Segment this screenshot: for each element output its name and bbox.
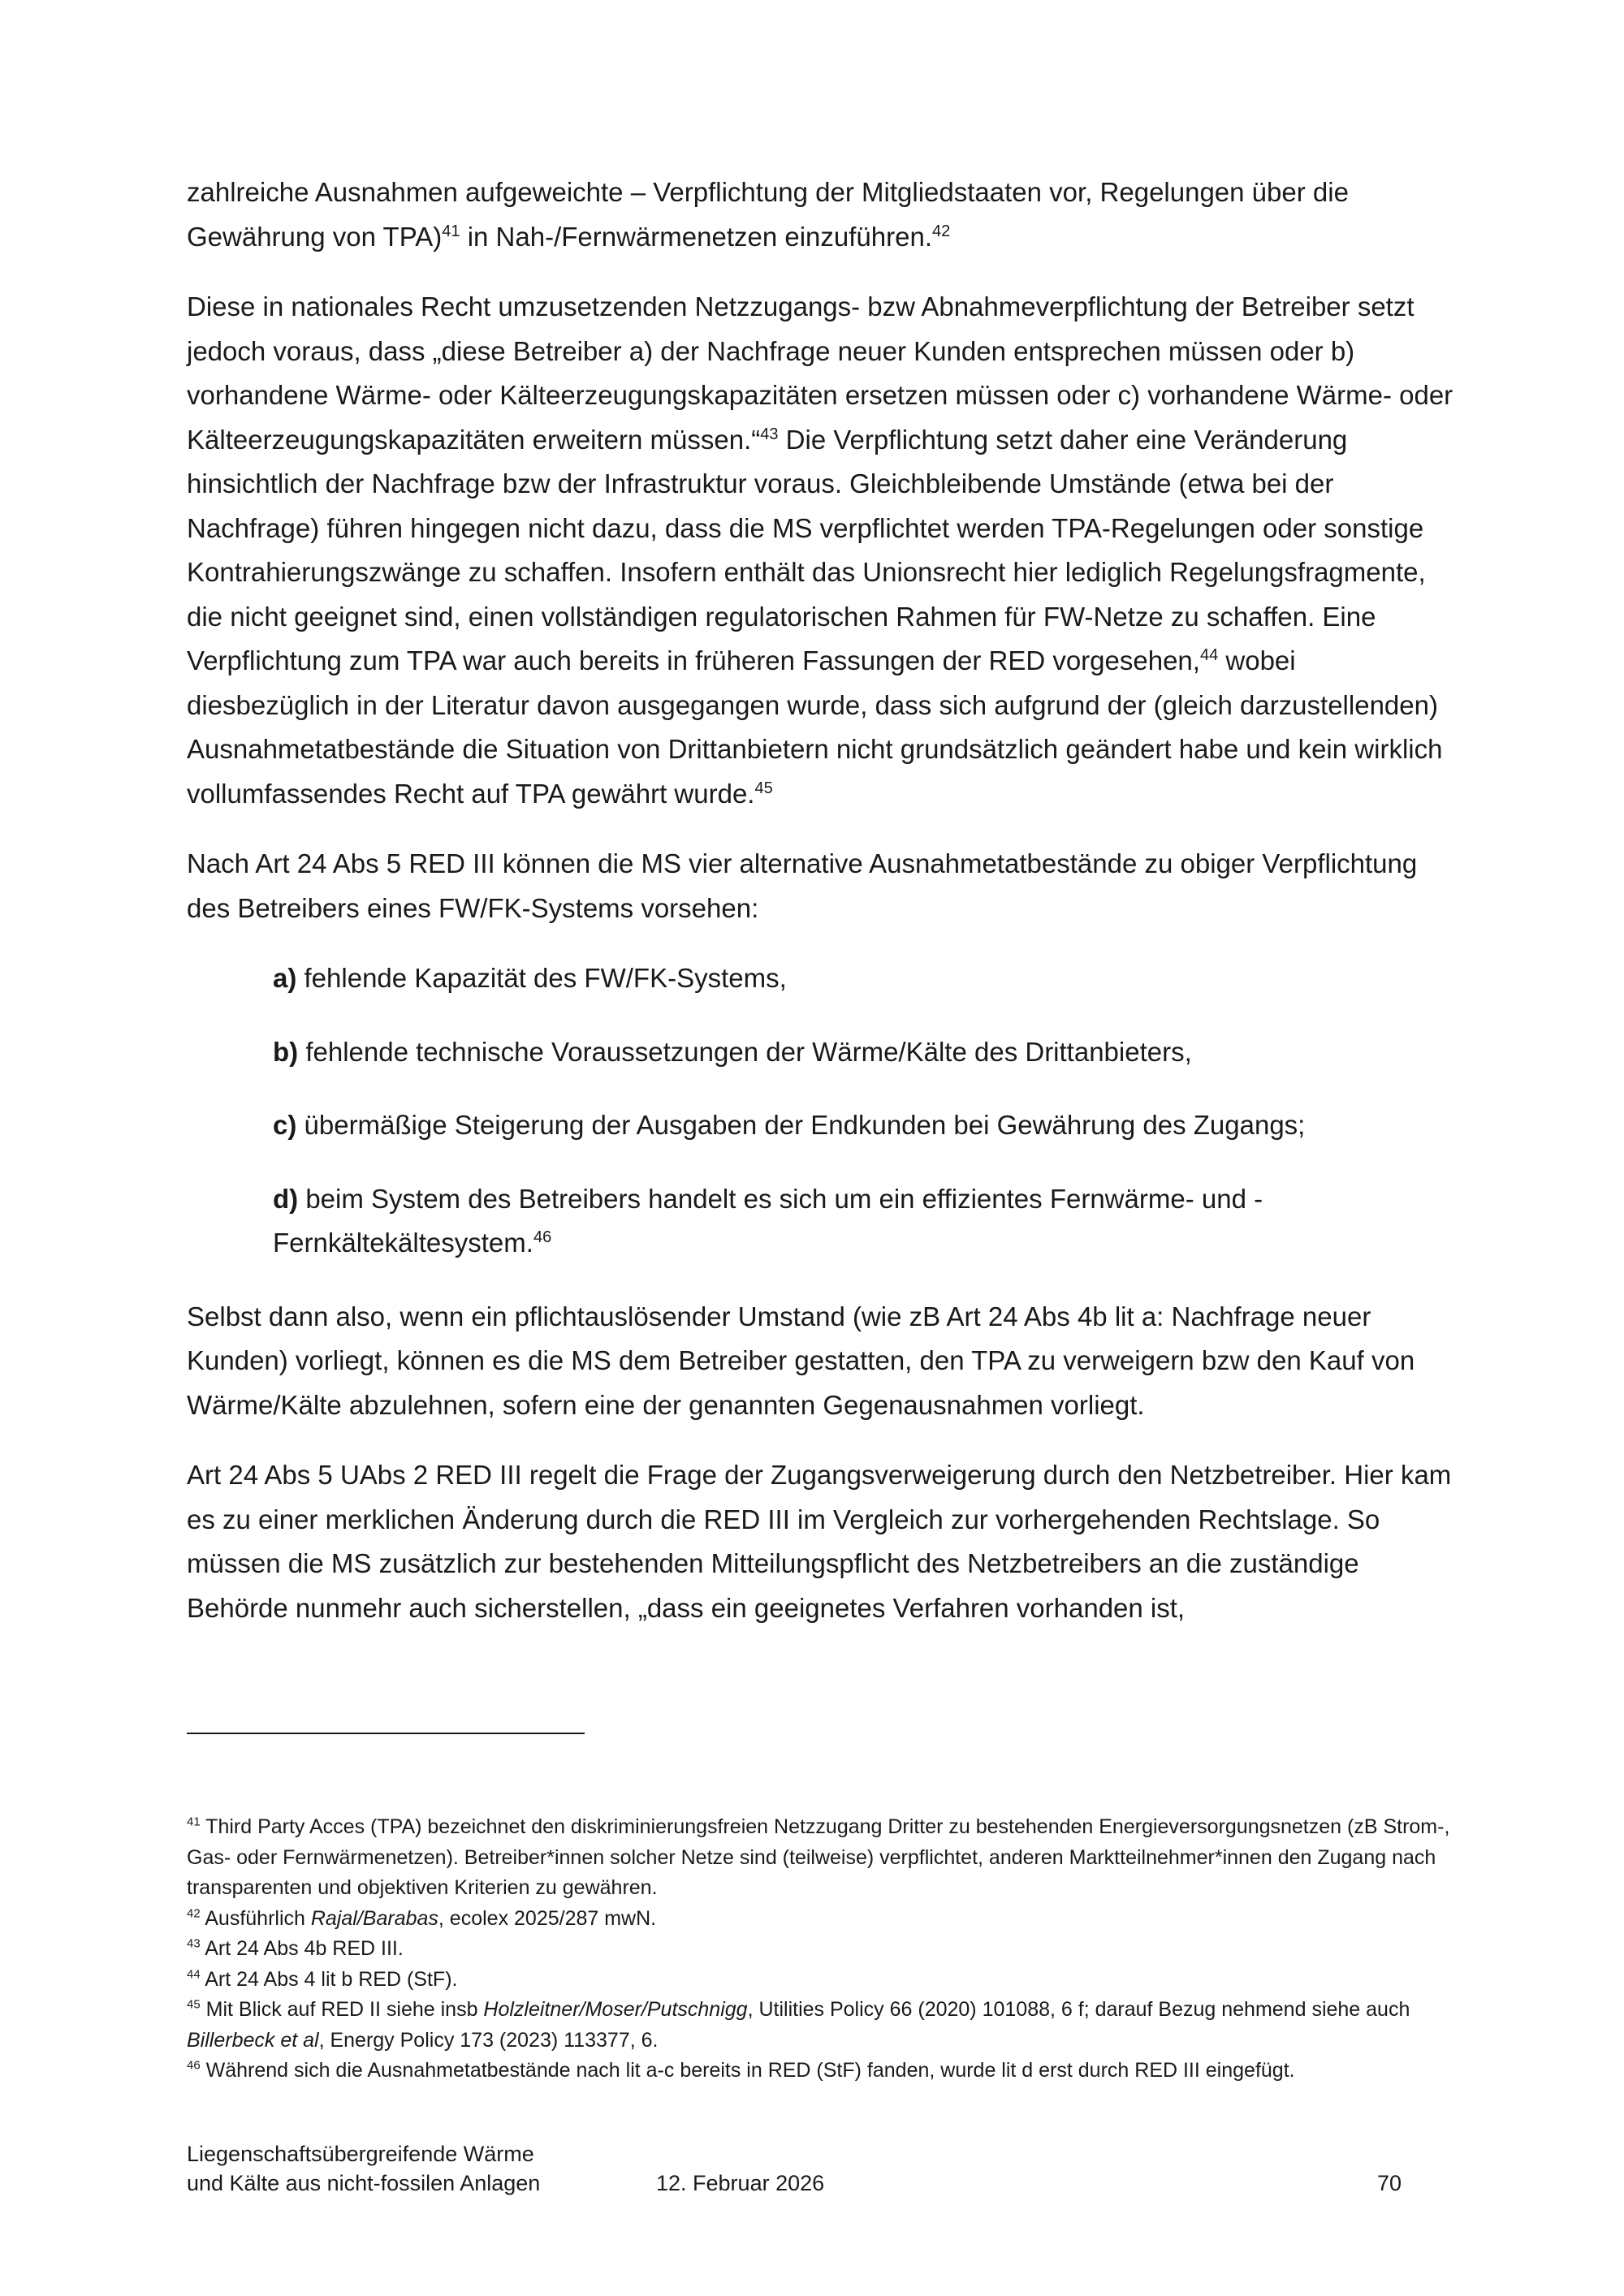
footnote: $^{43}$ Art 24 Abs 4b RED III. [187,1936,404,1960]
footnote-ref[interactable]: 41 [442,222,460,240]
paragraph: Selbst dann also, wenn ein pflichtauslösender Umstand (wie zB Art 24 Abs 4b lit a: Nachfrage neuer Kunden) vorliegt, können es die MS dem Betreiber gestatten, den TPA zu verweigern bzw den Kauf von Wärme/Kälte abzulehnen, sofern eine der genannten Gegenausnahmen vorliegt. [187,1301,1415,1420]
footnote-divider [187,1733,585,1734]
footnote-ref[interactable]: 44 [1199,646,1219,664]
footnote-ref[interactable]: 45 [754,779,773,797]
paragraph: Diese in nationales Recht umzusetzenden Netzzugangs- bzw Abnahmeverpflichtung der Betreiber setzt jedoch voraus, dass „diese Betreiber a) der Nachfrage neuer Kunden entsprechen müssen oder b) vorhandene Wärme- oder Kälteerzeugungskapazitäten ersetzen müssen oder c) vorhandene Wärme- oder Kälteerzeugungskapazitäten erweitern müssen.“$^{43}$ Die Verpflichtung setzt daher eine Veränderung hinsichtlich der Nachfrage bzw der Infrastruktur voraus. Gleichbleibende Umstände (etwa bei der Nachfrage) führen hingegen nicht dazu, dass die MS verpflichtet werden TPA-Regelungen oder sonstige Kontrahierungszwänge zu schaffen. Insofern enthält das Unionsrecht hier lediglich Regelungsfragmente, die nicht geeignet sind, einen vollständigen regulatorischen Rahmen für FW-Netze zu schaffen. Eine Verpflichtung zum TPA war auch bereits in früheren Fassungen der RED vorgesehen,$^{44}$ wobei diesbezüglich in der Literatur davon ausgegangen wurde, dass sich aufgrund der (gleich darzustellenden) Ausnahmetatbestände die Situation von Drittanbietern nicht grundsätzlich geändert habe und kein wirklich vollumfassendes Recht auf TPA gewährt wurde.$^{45}$ [187,291,1453,809]
footnotes [187,1812,1462,2087]
footnote-ref[interactable]: 42 [932,222,951,240]
body-text [187,170,1453,1656]
footnote: $^{46}$ Während sich die Ausnahmetatbestände nach lit a-c bereits in RED (StF) fanden, wurde lit d erst durch RED III eingefügt. [187,2058,1295,2082]
list-item: c) übermäßige Steigerung der Ausgaben der Endkunden bei Gewährung des Zugangs; [273,1110,1306,1140]
paragraph: Nach Art 24 Abs 5 RED III können die MS vier alternative Ausnahmetatbestände zu obiger Verpflichtung des Betreibers eines FW/FK-Systems vorsehen: [187,848,1418,923]
list-item-label: c) [273,1110,297,1140]
list-item-label: a) [273,963,297,993]
footnote: $^{44}$ Art 24 Abs 4 lit b RED (StF). [187,1967,458,1991]
footnote: $^{45}$ Mit Blick auf RED II siehe insb Holzleitner/Moser/Putschnigg, Utilities Policy 66 (2020) 101088, 6 f; darauf Bezug nehmend siehe auch Billerbeck et al, Energy Policy 173 (2023) 113377, 6. [187,1997,1410,2052]
page-number: 70 [1377,2171,1402,2195]
footnote: $^{42}$ Ausführlich Rajal/Barabas, ecolex 2025/287 mwN. [187,1906,657,1930]
list-item: d) beim System des Betreibers handelt es sich um ein effizientes Fernwärme- und -Fernkältekältesystem.$^{46}$ [273,1183,1263,1258]
footnote-ref[interactable]: 46 [533,1228,552,1246]
paragraph: zahlreiche Ausnahmen aufgeweichte – Verpflichtung der Mitgliedstaaten vor, Regelungen über die Gewährung von TPA)$^{41}$ in Nah-/Fernwärmenetzen einzuführen.$^{42}$ [187,177,1349,252]
footer-date: 12. Februar 2026 [656,2171,825,2195]
exception-list [273,956,1453,1266]
list-item-label: b) [273,1036,299,1067]
list-item-label: d) [273,1183,299,1214]
footer-title: Liegenschaftsübergreifende Wärme und Kälte aus nicht-fossilen Anlagen [187,2142,541,2195]
list-item: a) fehlende Kapazität des FW/FK-Systems, [273,963,787,993]
list-item: b) fehlende technische Voraussetzungen der Wärme/Kälte des Drittanbieters, [273,1036,1192,1067]
paragraph: Art 24 Abs 5 UAbs 2 RED III regelt die Frage der Zugangsverweigerung durch den Netzbetreiber. Hier kam es zu einer merklichen Änderung durch die RED III im Vergleich zur vorhergehenden Rechtslage. So müssen die MS zusätzlich zur bestehenden Mitteilungspflicht des Netzbetreibers an die zuständige Behörde nunmehr auch sicherstellen, „dass ein geeignetes Verfahren vorhanden ist, [187,1460,1452,1623]
footnote-ref[interactable]: 43 [760,425,779,443]
footnote: $^{41}$ Third Party Acces (TPA) bezeichnet den diskriminierungsfreien Netzzugang Dritter zu bestehenden Energieversorgungsnetzen (zB Strom-, Gas- oder Fernwärmenetzen). Betreiber*innen solcher Netze sind (teilweise) verpflichtet, anderen Marktteilnehmer*innen den Zugang nach transparenten und objektiven Kriterien zu gewähren. [187,1815,1450,1899]
